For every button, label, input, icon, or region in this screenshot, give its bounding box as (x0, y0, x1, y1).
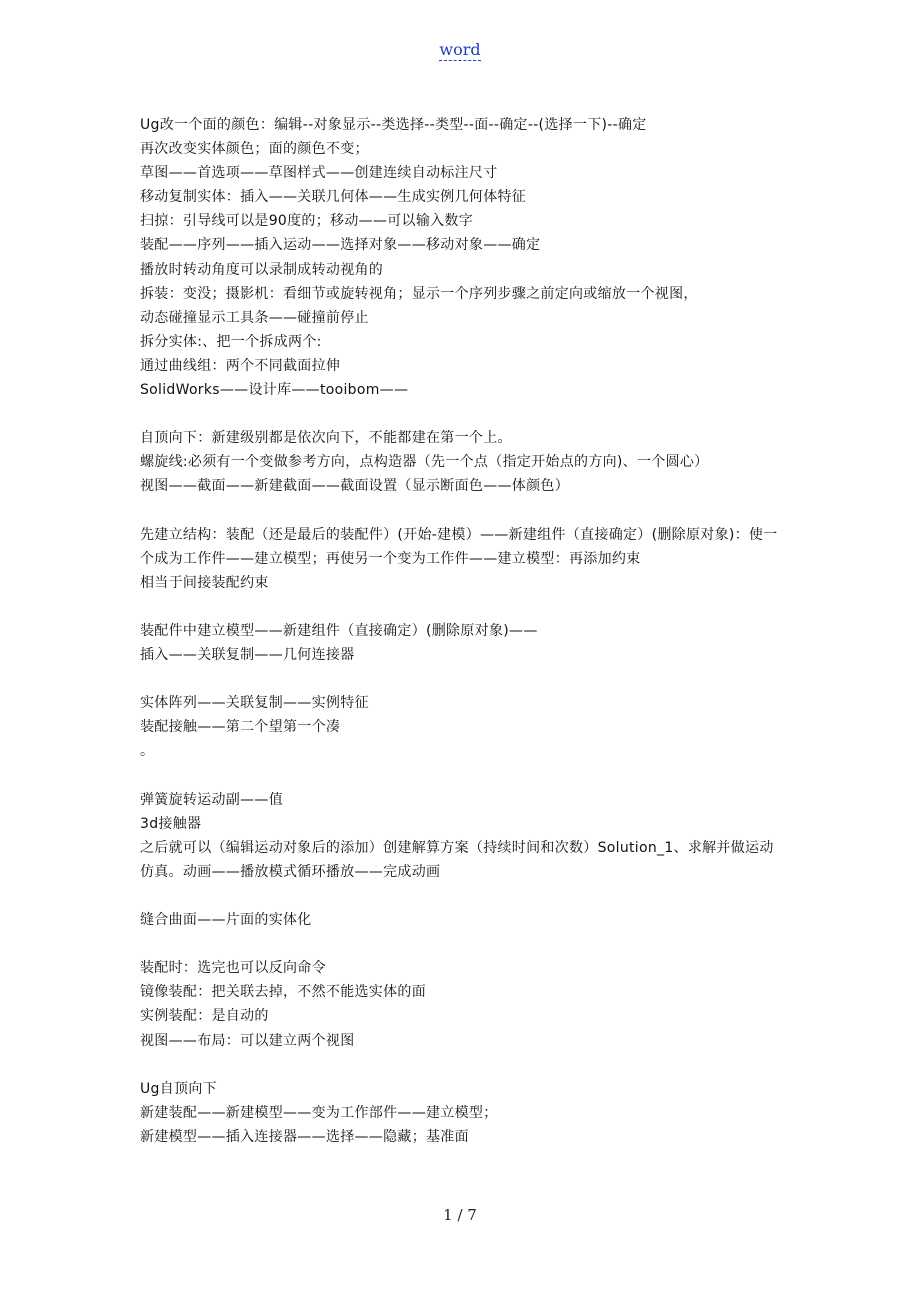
header-link-text[interactable]: word (439, 40, 481, 59)
text-line: 之后就可以（编辑运动对象后的添加）创建解算方案（持续时间和次数）Solution_1、求解并做运动仿真。动画——播放模式循环播放——完成动画 (140, 839, 774, 880)
text-line: 弹簧旋转运动副——值 (140, 791, 283, 808)
text-line: 拆分实体:、把一个拆成两个: (140, 333, 322, 350)
text-line: 通过曲线组：两个不同截面拉伸 (140, 357, 341, 374)
blank-line (140, 1053, 780, 1077)
text-line: 草图——首选项——草图样式——创建连续自动标注尺寸 (140, 165, 498, 182)
page-number: 1 / 7 (443, 1206, 477, 1224)
text-line: 动态碰撞显示工具条——碰撞前停止 (140, 309, 369, 326)
text-line: 拆装：变没；摄影机：看细节或旋转视角；显示一个序列步骤之前定向或缩放一个视图， (140, 285, 698, 302)
text-line: 扫掠：引导线可以是90度的；移动——可以输入数字 (140, 213, 474, 230)
text-line: 移动复制实体：插入——关联几何体——生成实例几何体特征 (140, 189, 527, 206)
text-line: SolidWorks——设计库——tooibom—— (140, 382, 409, 399)
blank-line (140, 402, 780, 426)
text-line: 实例装配：是自动的 (140, 1008, 269, 1025)
text-line: 相当于间接装配约束 (140, 574, 269, 591)
text-line: 播放时转动角度可以录制成转动视角的 (140, 261, 384, 278)
blank-line (140, 932, 780, 956)
text-line: 自顶向下：新建级别都是依次向下，不能都建在第一个上。 (140, 430, 512, 447)
text-line: 视图——截面——新建截面——截面设置（显示断面色——体颜色） (140, 478, 569, 495)
text-line: 装配时：选完也可以反向命令 (140, 960, 326, 977)
blank-line (140, 499, 780, 523)
text-line: 插入——关联复制——几何连接器 (140, 647, 355, 664)
text-line: 装配——序列——插入运动——选择对象——移动对象——确定 (140, 237, 541, 254)
text-line: 缝合曲面——片面的实体化 (140, 912, 312, 929)
text-line: 再次改变实体颜色；面的颜色不变； (140, 141, 369, 158)
text-line: 新建装配——新建模型——变为工作部件——建立模型； (140, 1104, 498, 1121)
text-line: 。 (140, 743, 155, 760)
text-line: 新建模型——插入连接器——选择——隐藏；基准面 (140, 1128, 469, 1145)
text-line: 螺旋线:必须有一个变做参考方向，点构造器（先一个点（指定开始点的方向)、一个圆心） (140, 454, 709, 471)
text-line: 3d接触器 (140, 815, 202, 832)
header-word-link[interactable] (0, 40, 920, 59)
text-line: 实体阵列——关联复制——实例特征 (140, 695, 369, 712)
blank-line (140, 884, 780, 908)
text-line: 装配接触——第二个望第一个凑 (140, 719, 341, 736)
blank-line (140, 595, 780, 619)
blank-line (140, 764, 780, 788)
text-line: 先建立结构：装配（还是最后的装配件）(开始-建模）——新建组件（直接确定）(删除原对象)：使一个成为工作件——建立模型；再使另一个变为工作件——建立模型：再添加约束 (140, 526, 778, 567)
document-body (140, 113, 780, 1149)
text-line: Ug自顶向下 (140, 1080, 217, 1097)
text-line: 镜像装配：把关联去掉，不然不能选实体的面 (140, 984, 426, 1001)
blank-line (140, 667, 780, 691)
text-line: Ug改一个面的颜色：编辑--对象显示--类选择--类型--面--确定--(选择一下)--确定 (140, 117, 647, 133)
text-line: 装配件中建立模型——新建组件（直接确定）(删除原对象)—— (140, 622, 538, 639)
text-line: 视图——布局：可以建立两个视图 (140, 1032, 355, 1049)
